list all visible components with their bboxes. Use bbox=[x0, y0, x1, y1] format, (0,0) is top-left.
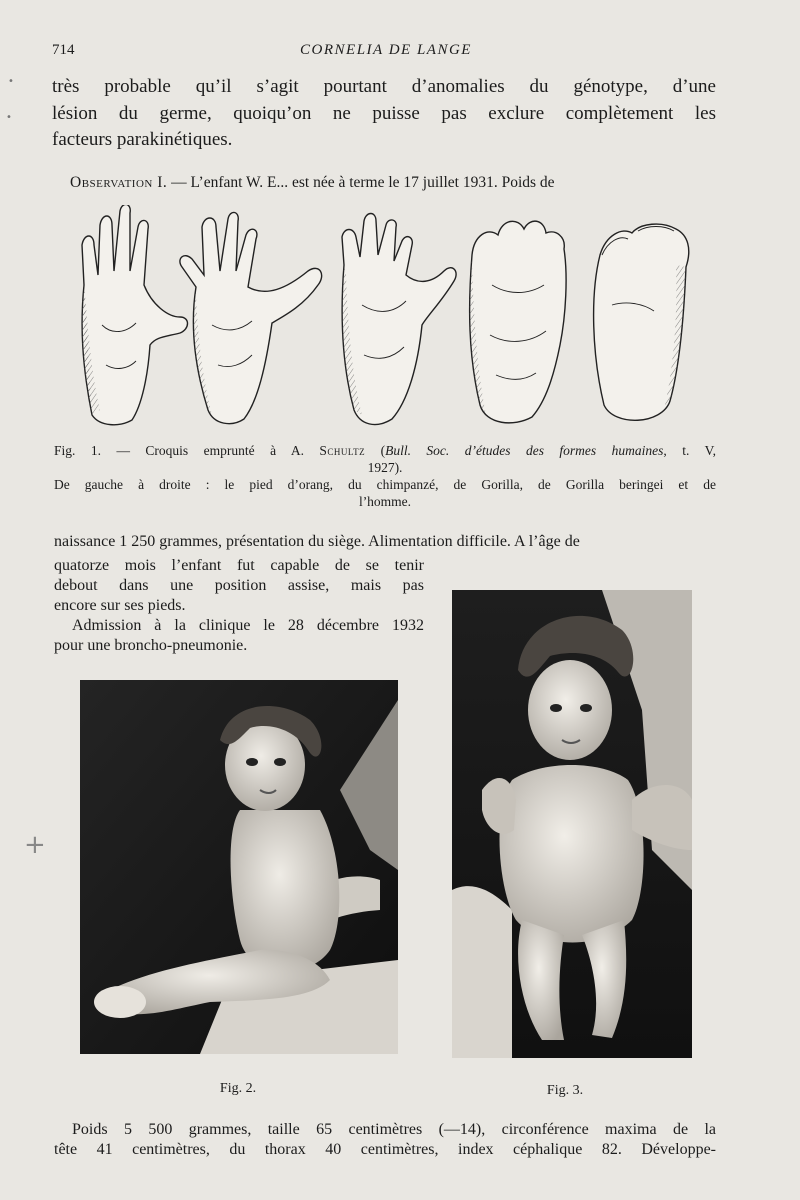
caption-ref-open: ( bbox=[365, 443, 386, 458]
observation-heading bbox=[70, 174, 716, 192]
text-line: Admission à la clinique le 28 décembre 1932 bbox=[72, 617, 424, 634]
figure-3-photograph bbox=[452, 590, 692, 1058]
closing-paragraph bbox=[54, 1120, 716, 1160]
foot-sketches-illustration bbox=[72, 205, 702, 433]
continuation-paragraph bbox=[54, 556, 424, 656]
caption-detail: De gauche à droite : le pied d’orang, du chimpanzé, de Gorilla, de Gorilla beringei et de bbox=[54, 477, 716, 492]
caption-year: 1927). bbox=[367, 460, 403, 475]
text-line: pour une broncho-pneumonie. bbox=[54, 637, 248, 654]
chimpanzee-foot-sketch bbox=[180, 212, 322, 423]
caption-author: Schultz bbox=[319, 443, 366, 458]
caption-detail-end: l’homme. bbox=[358, 494, 412, 509]
figure-2-photograph bbox=[80, 680, 398, 1054]
intro-paragraph bbox=[52, 74, 716, 154]
margin-dot: • bbox=[8, 76, 14, 87]
figure-1-foot-sketches bbox=[72, 205, 702, 433]
child-seated-photo bbox=[80, 680, 398, 1054]
text-line: tête 41 centimètres, du thorax 40 centimètres, index céphalique 82. Développe- bbox=[54, 1141, 716, 1158]
caption-reference: Bull. Soc. d’études des formes humaines bbox=[385, 443, 664, 458]
margin-dot: • bbox=[6, 112, 12, 123]
text-line: lésion du germe, quoiqu’on ne puisse pas exclure complètement les bbox=[52, 102, 716, 124]
text-line: Poids 5 500 grammes, taille 65 centimètres (—14), circonférence maxima de la bbox=[72, 1121, 716, 1138]
caption-label: Fig. 1. bbox=[54, 443, 101, 458]
orang-foot-sketch bbox=[82, 205, 188, 425]
continuation-line: naissance 1 250 grammes, présentation du siège. Alimentation difficile. A l’âge de bbox=[54, 533, 580, 550]
figure-2-label: Fig. 2. bbox=[219, 1081, 257, 1096]
child-held-standing-photo bbox=[452, 590, 692, 1058]
figure-3-label: Fig. 3. bbox=[546, 1083, 584, 1098]
observation-label: Observation I. bbox=[70, 174, 168, 191]
caption-ref-tail: , t. V, bbox=[663, 443, 716, 458]
margin-mark: + bbox=[24, 830, 46, 860]
running-header bbox=[52, 42, 720, 62]
gorilla-foot-sketch bbox=[342, 214, 456, 425]
running-title: CORNELIA DE LANGE bbox=[300, 42, 472, 58]
observation-text: — L’enfant W. E... est née à terme le 17 juillet 1931. Poids de bbox=[167, 174, 555, 191]
text-line: facteurs parakinétiques. bbox=[52, 129, 233, 150]
text-line: très probable qu’il s’agit pourtant d’anomalies du génotype, d’une bbox=[52, 76, 716, 97]
text-line: quatorze mois l’enfant fut capable de se tenir bbox=[54, 557, 424, 574]
text-line: debout dans une position assise, mais pas bbox=[54, 577, 424, 594]
figure-1-caption bbox=[54, 442, 716, 510]
human-foot-sketch bbox=[594, 224, 689, 420]
gorilla-beringei-foot-sketch bbox=[470, 221, 566, 423]
page-number: 714 bbox=[52, 42, 75, 58]
caption-intro: — Croquis emprunté à A. bbox=[100, 443, 320, 458]
text-line: encore sur ses pieds. bbox=[54, 597, 186, 614]
